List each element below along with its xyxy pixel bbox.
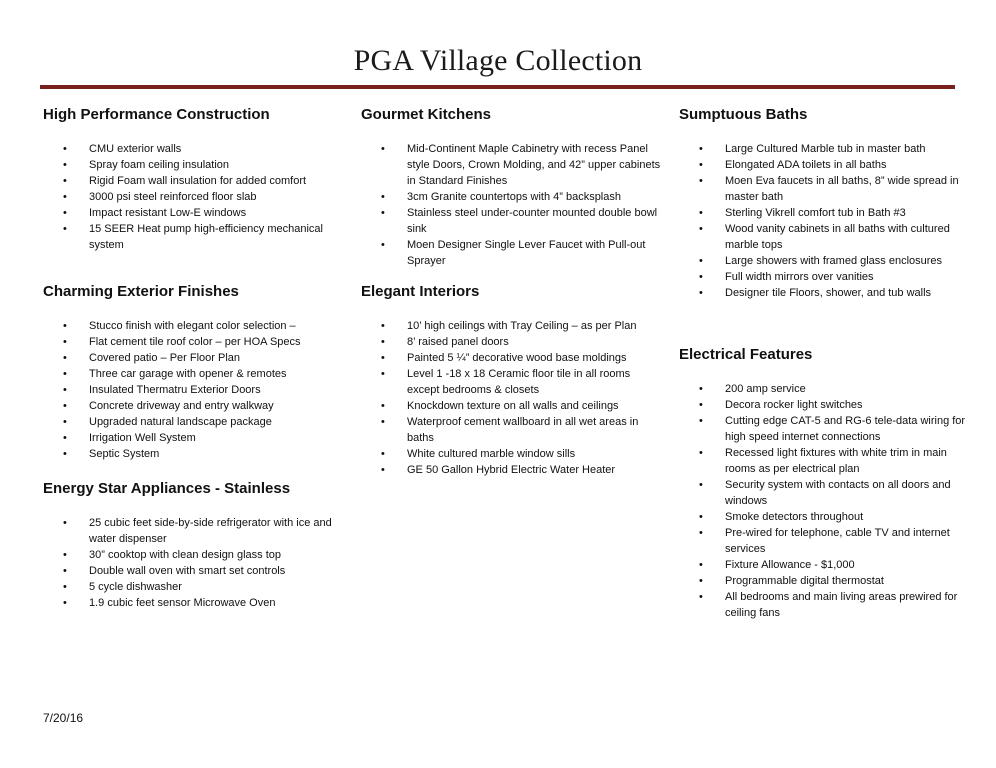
bullet-icon: • bbox=[699, 175, 703, 187]
list-item: • All bedrooms and main living areas prewired for ceiling fans bbox=[699, 591, 958, 619]
bullet-icon: • bbox=[63, 159, 67, 171]
section-heading: Electrical Features bbox=[679, 346, 813, 363]
bullet-icon: • bbox=[63, 432, 67, 444]
bullet-icon: • bbox=[381, 320, 385, 332]
bullet-icon: • bbox=[699, 207, 703, 219]
bullet-icon: • bbox=[63, 223, 67, 235]
bullet-icon: • bbox=[699, 255, 703, 267]
list-item: • 1.9 cubic feet sensor Microwave Oven bbox=[63, 597, 276, 609]
bullet-icon: • bbox=[63, 336, 67, 348]
column-1 bbox=[43, 106, 343, 611]
list-item: • GE 50 Gallon Hybrid Electric Water Heater bbox=[381, 464, 616, 476]
section-kitchens bbox=[361, 106, 661, 269]
bullet-icon: • bbox=[699, 559, 703, 571]
bullet-icon: • bbox=[381, 336, 385, 348]
bullet-icon: • bbox=[63, 448, 67, 460]
bullet-icon: • bbox=[381, 448, 385, 460]
bullet-icon: • bbox=[63, 565, 67, 577]
bullet-icon: • bbox=[699, 159, 703, 171]
section-baths bbox=[679, 106, 969, 301]
bullet-icon: • bbox=[381, 207, 385, 219]
column-2 bbox=[361, 106, 661, 478]
list-item: • Double wall oven with smart set controls bbox=[63, 565, 286, 577]
bullet-icon: • bbox=[63, 191, 67, 203]
list-item: • Large Cultured Marble tub in master bath bbox=[699, 143, 926, 155]
list-item: • White cultured marble window sills bbox=[381, 448, 576, 460]
list-item: • Smoke detectors throughout bbox=[699, 511, 864, 523]
list-item: • Designer tile Floors, shower, and tub walls bbox=[699, 287, 932, 299]
feature-list bbox=[43, 515, 343, 611]
list-item: • 8’ raised panel doors bbox=[381, 336, 509, 348]
bullet-icon: • bbox=[699, 447, 703, 459]
list-item: • 15 SEER Heat pump high-efficiency mechanical system bbox=[63, 223, 323, 251]
bullet-icon: • bbox=[699, 415, 703, 427]
bullet-icon: • bbox=[63, 581, 67, 593]
list-item: • Stucco finish with elegant color selection – bbox=[63, 320, 296, 332]
bullet-icon: • bbox=[63, 416, 67, 428]
list-item: • Insulated Thermatru Exterior Doors bbox=[63, 384, 261, 396]
list-item: • Wood vanity cabinets in all baths with cultured marble tops bbox=[699, 223, 950, 251]
list-item: • Rigid Foam wall insulation for added comfort bbox=[63, 175, 307, 187]
feature-list bbox=[679, 141, 969, 301]
bullet-icon: • bbox=[381, 400, 385, 412]
section-heading: High Performance Construction bbox=[43, 106, 270, 123]
list-item: • Septic System bbox=[63, 448, 160, 460]
section-appliances bbox=[43, 480, 343, 611]
list-item: • Spray foam ceiling insulation bbox=[63, 159, 230, 171]
list-item: • Moen Designer Single Lever Faucet with Pull-out Sprayer bbox=[381, 239, 646, 267]
bullet-icon: • bbox=[63, 352, 67, 364]
bullet-icon: • bbox=[63, 517, 67, 529]
list-item: • 3cm Granite countertops with 4” backsplash bbox=[381, 191, 621, 203]
list-item: • 5 cycle dishwasher bbox=[63, 581, 182, 593]
bullet-icon: • bbox=[63, 368, 67, 380]
list-item: • Knockdown texture on all walls and ceilings bbox=[381, 400, 619, 412]
list-item: • Waterproof cement wallboard in all wet areas in baths bbox=[381, 416, 639, 444]
list-item: • Sterling Vikrell comfort tub in Bath #3 bbox=[699, 207, 906, 219]
bullet-icon: • bbox=[63, 549, 67, 561]
bullet-icon: • bbox=[381, 464, 385, 476]
list-item: • Mid-Continent Maple Cabinetry with recess Panel style Doors, Crown Molding, and 42” upper cabinets in Standard Finishes bbox=[381, 143, 661, 187]
bullet-icon: • bbox=[699, 575, 703, 587]
list-item: • Painted 5 ¼” decorative wood base moldings bbox=[381, 352, 627, 364]
page-title: PGA Village Collection bbox=[353, 44, 643, 77]
section-construction bbox=[43, 106, 343, 253]
bullet-icon: • bbox=[381, 416, 385, 428]
list-item: • Moen Eva faucets in all baths, 8” wide spread in master bath bbox=[699, 175, 959, 203]
list-item: • Large showers with framed glass enclosures bbox=[699, 255, 943, 267]
bullet-icon: • bbox=[699, 399, 703, 411]
list-item: • CMU exterior walls bbox=[63, 143, 182, 155]
list-item: • 10’ high ceilings with Tray Ceiling – as per Plan bbox=[381, 320, 637, 332]
bullet-icon: • bbox=[63, 597, 67, 609]
bullet-icon: • bbox=[699, 271, 703, 283]
bullet-icon: • bbox=[699, 223, 703, 235]
feature-list bbox=[43, 318, 343, 462]
list-item: • Fixture Allowance - $1,000 bbox=[699, 559, 855, 571]
section-interiors bbox=[361, 283, 661, 478]
section-heading: Gourmet Kitchens bbox=[361, 106, 492, 123]
bullet-icon: • bbox=[381, 143, 385, 155]
list-item: • Recessed light fixtures with white trim in main rooms as per electrical plan bbox=[699, 447, 947, 475]
bullet-icon: • bbox=[63, 384, 67, 396]
feature-list bbox=[679, 381, 969, 621]
list-item: • Security system with contacts on all doors and windows bbox=[699, 479, 951, 507]
bullet-icon: • bbox=[381, 191, 385, 203]
bullet-icon: • bbox=[699, 527, 703, 539]
section-heading: Energy Star Appliances - Stainless bbox=[43, 480, 291, 497]
list-item: • 200 amp service bbox=[699, 383, 806, 395]
bullet-icon: • bbox=[63, 400, 67, 412]
title-divider bbox=[40, 85, 955, 89]
list-item: • 3000 psi steel reinforced floor slab bbox=[63, 191, 257, 203]
list-item: • Impact resistant Low-E windows bbox=[63, 207, 247, 219]
list-item: • 30” cooktop with clean design glass top bbox=[63, 549, 282, 561]
bullet-icon: • bbox=[381, 352, 385, 364]
list-item: • Covered patio – Per Floor Plan bbox=[63, 352, 241, 364]
list-item: • Irrigation Well System bbox=[63, 432, 196, 444]
feature-list bbox=[361, 318, 661, 478]
list-item: • Programmable digital thermostat bbox=[699, 575, 884, 587]
bullet-icon: • bbox=[381, 239, 385, 251]
bullet-icon: • bbox=[699, 143, 703, 155]
list-item: • Level 1 -18 x 18 Ceramic floor tile in all rooms except bedrooms & closets bbox=[381, 368, 631, 396]
section-exterior bbox=[43, 283, 343, 462]
bullet-icon: • bbox=[63, 207, 67, 219]
section-heading: Charming Exterior Finishes bbox=[43, 283, 239, 300]
list-item: • Decora rocker light switches bbox=[699, 399, 863, 411]
section-electrical bbox=[679, 346, 969, 621]
list-item: • Stainless steel under-counter mounted double bowl sink bbox=[381, 207, 658, 235]
bullet-icon: • bbox=[699, 479, 703, 491]
list-item: • Full width mirrors over vanities bbox=[699, 271, 874, 283]
bullet-icon: • bbox=[63, 143, 67, 155]
section-heading: Sumptuous Baths bbox=[679, 106, 808, 123]
list-item: • Cutting edge CAT-5 and RG-6 tele-data wiring for high speed internet connections bbox=[699, 415, 966, 443]
feature-list bbox=[43, 141, 343, 253]
section-heading: Elegant Interiors bbox=[361, 283, 480, 300]
bullet-icon: • bbox=[63, 175, 67, 187]
bullet-icon: • bbox=[63, 320, 67, 332]
document-date: 7/20/16 bbox=[43, 711, 84, 725]
bullet-icon: • bbox=[699, 287, 703, 299]
bullet-icon: • bbox=[381, 368, 385, 380]
bullet-icon: • bbox=[699, 511, 703, 523]
bullet-icon: • bbox=[699, 591, 703, 603]
list-item: • Upgraded natural landscape package bbox=[63, 416, 272, 428]
list-item: • Three car garage with opener & remotes bbox=[63, 368, 287, 380]
list-item: • 25 cubic feet side-by-side refrigerator with ice and water dispenser bbox=[63, 517, 332, 545]
list-item: • Concrete driveway and entry walkway bbox=[63, 400, 274, 412]
feature-list bbox=[361, 141, 661, 269]
list-item: • Pre-wired for telephone, cable TV and internet services bbox=[699, 527, 950, 555]
bullet-icon: • bbox=[699, 383, 703, 395]
column-3 bbox=[679, 106, 969, 621]
list-item: • Elongated ADA toilets in all baths bbox=[699, 159, 887, 171]
list-item: • Flat cement tile roof color – per HOA Specs bbox=[63, 336, 301, 348]
